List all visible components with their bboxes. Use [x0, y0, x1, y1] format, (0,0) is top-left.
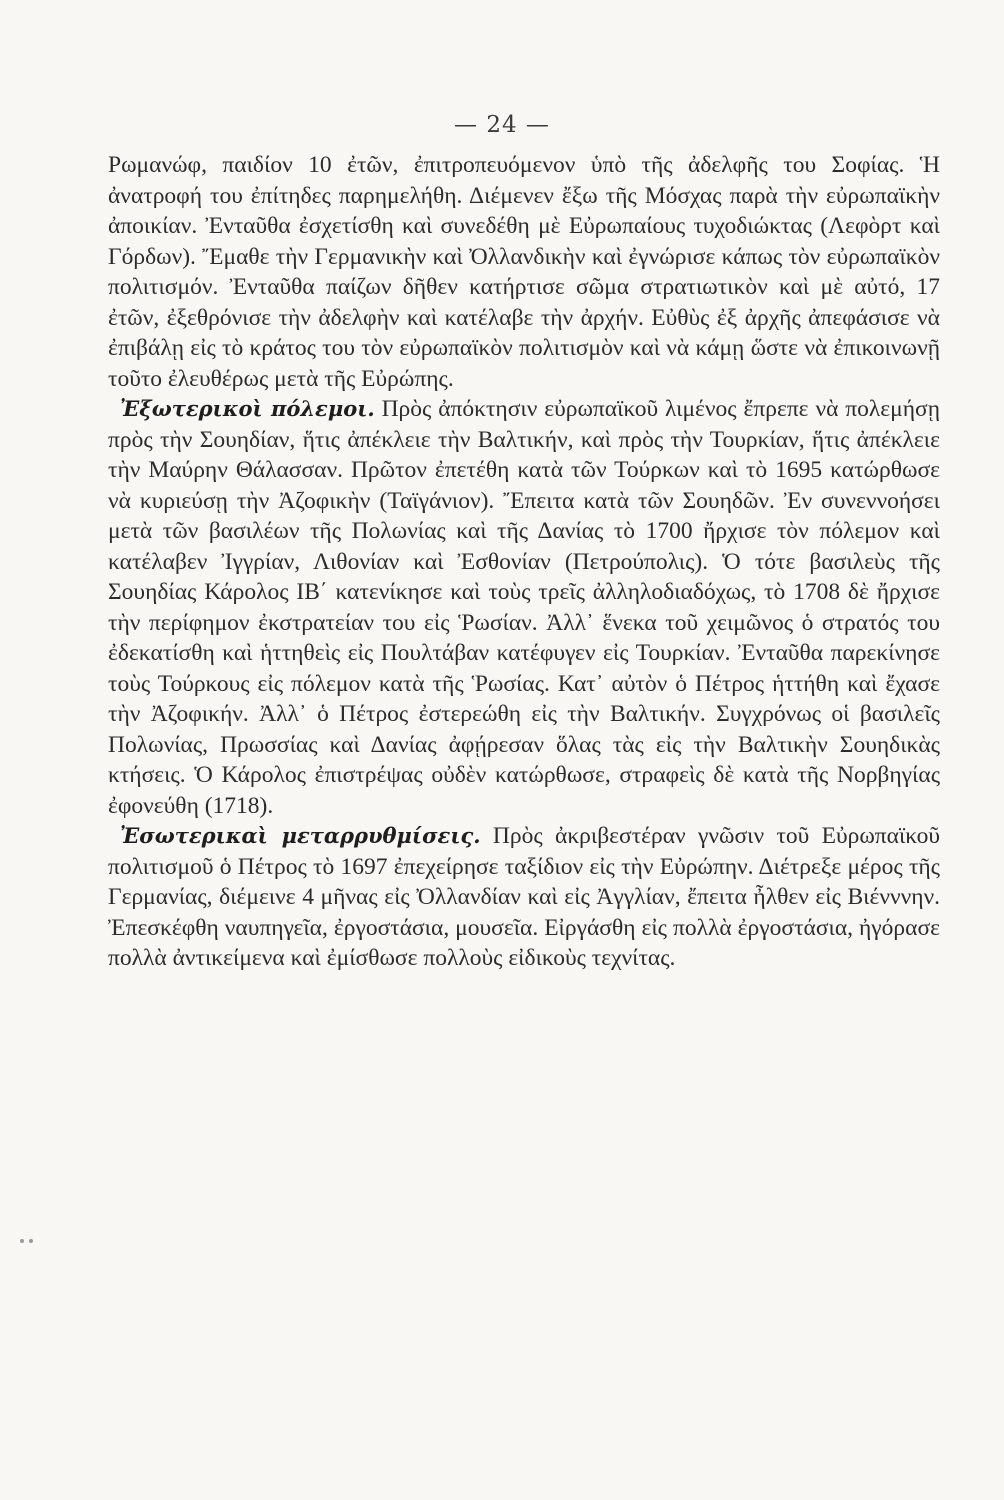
external-wars-paragraph — [108, 394, 940, 821]
body-text — [108, 150, 940, 974]
external-wars-text: Πρὸς ἀπόκτησιν εὐρωπαϊκοῦ λιμένος ἔπρεπε νὰ πολεμήσῃ πρὸς τὴν Σουηδίαν, ἥτις ἀπέκλειε τὴν Βαλτικήν, καὶ πρὸς τὴν Τουρκίαν, ἥτις ἀπέκλειε τὴν Μαύρην Θάλασσαν. Πρῶτον ἐπετέθη κατὰ τῶν Τούρκων καὶ τὸ 1695 κατώρθωσε νὰ κυριεύσῃ τὴν Ἀζοφικὴν (Ταϊγάνιον). Ἔπειτα κατὰ τῶν Σουηδῶν. Ἐν συνεννοήσει μετὰ τῶν βασιλέων τῆς Πολωνίας καὶ τῆς Δανίας τὸ 1700 ἤρχισε τὸν πόλεμον καὶ κατέλαβεν Ἰγγρίαν, Λιθονίαν καὶ Ἐσθονίαν (Πετρούπολις). Ὁ τότε βασιλεὺς τῆς Σουηδίας Κάρολος ΙΒ΄ κατενίκησε καὶ τοὺς τρεῖς ἀλληλοδιαδόχως, τὸ 1708 δὲ ἤρχισε τὴν περίφημον ἐκστρατείαν του εἰς Ῥωσίαν. Ἀλλ᾽ ἕνεκα τοῦ χειμῶνος ὁ στρατός του ἐδεκατίσθη καὶ ἡττηθεὶς εἰς Πουλτάβαν κατέφυγεν εἰς Τουρκίαν. Ἐνταῦθα παρεκίνησε τοὺς Τούρκους εἰς πόλεμον κατὰ τῆς Ῥωσίας. Κατ᾽ αὐτὸν ὁ Πέτρος ἡττήθη καὶ ἔχασε τὴν Ἀζοφικήν. Ἀλλ᾽ ὁ Πέτρος ἐστερεώθη εἰς τὴν Βαλτικήν. Συγχρόνως οἱ βασιλεῖς Πολωνίας, Πρωσσίας καὶ Δανίας ἀφῄρεσαν ὅλας τὰς εἰς τὴν Βαλτικὴν Σουηδικὰς κτήσεις. Ὁ Κάρολος ἐπιστρέψας οὐδὲν κατώρθωσε, στραφεὶς δὲ κατὰ τῆς Νορβηγίας ἐφονεύθη (1718). — [108, 396, 940, 819]
internal-reforms-heading: Ἐσωτερικαὶ μεταρρυθμίσεις. — [120, 823, 481, 848]
margin-speck-mark — [20, 1230, 42, 1238]
external-wars-heading: Ἐξωτερικοὶ πόλεμοι. — [120, 396, 375, 421]
internal-reforms-text: Πρὸς ἀκριβεστέραν γνῶσιν τοῦ Εὐρωπαϊκοῦ πολιτισμοῦ ὁ Πέτρος τὸ 1697 ἐπεχείρησε ταξίδιον εἰς τὴν Εὐρώπην. Διέτρεξε μέρος τῆς Γερμανίας, διέμεινε 4 μῆνας εἰς Ὀλλανδίαν καὶ εἰς Ἀγγλίαν, ἔπειτα ἦλθεν εἰς Βιένννην. Ἐπεσκέφθη ναυπηγεῖα, ἐργοστάσια, μουσεῖα. Εἰργάσθη εἰς πολλὰ ἐργοστάσια, ἠγόρασε πολλὰ ἀντικείμενα καὶ ἐμίσθωσε πολλοὺς εἰδικοὺς τεχνίτας. — [108, 823, 940, 971]
internal-reforms-paragraph — [108, 821, 940, 974]
page-number: — 24 — — [454, 112, 550, 138]
intro-paragraph: Ρωμανώφ, παιδίον 10 ἐτῶν, ἐπιτροπευόμενον ὑπὸ τῆς ἀδελφῆς του Σοφίας. Ἡ ἀνατροφή του ἐπίτηδες παρημελήθη. Διέμενεν ἔξω τῆς Μόσχας παρὰ τὴν εὐρωπαϊκὴν ἀποικίαν. Ἐνταῦθα ἐσχετίσθη καὶ συνεδέθη μὲ Εὐρωπαίους τυχοδιώκτας (Λεφὸρτ καὶ Γόρδων). Ἔμαθε τὴν Γερμανικὴν καὶ Ὀλλανδικὴν καὶ ἐγνώρισε κάπως τὸν εὐρωπαϊκὸν πολιτισμόν. Ἐνταῦθα παίζων δῆθεν κατήρτισε σῶμα στρατιωτικὸν καὶ μὲ αὐτό, 17 ἐτῶν, ἐξεθρόνισε τὴν ἀδελφὴν καὶ κατέλαβε τὴν ἀρχήν. Εὐθὺς ἐξ ἀρχῆς ἀπεφάσισε νὰ ἐπιβάλῃ εἰς τὸ κράτος του τὸν εὐρωπαϊκὸν πολιτισμὸν καὶ νὰ κάμῃ ὥστε νὰ ἐπικοινωνῇ τοῦτο ἐλευθέρως μετὰ τῆς Εὐρώπης. — [108, 152, 940, 392]
